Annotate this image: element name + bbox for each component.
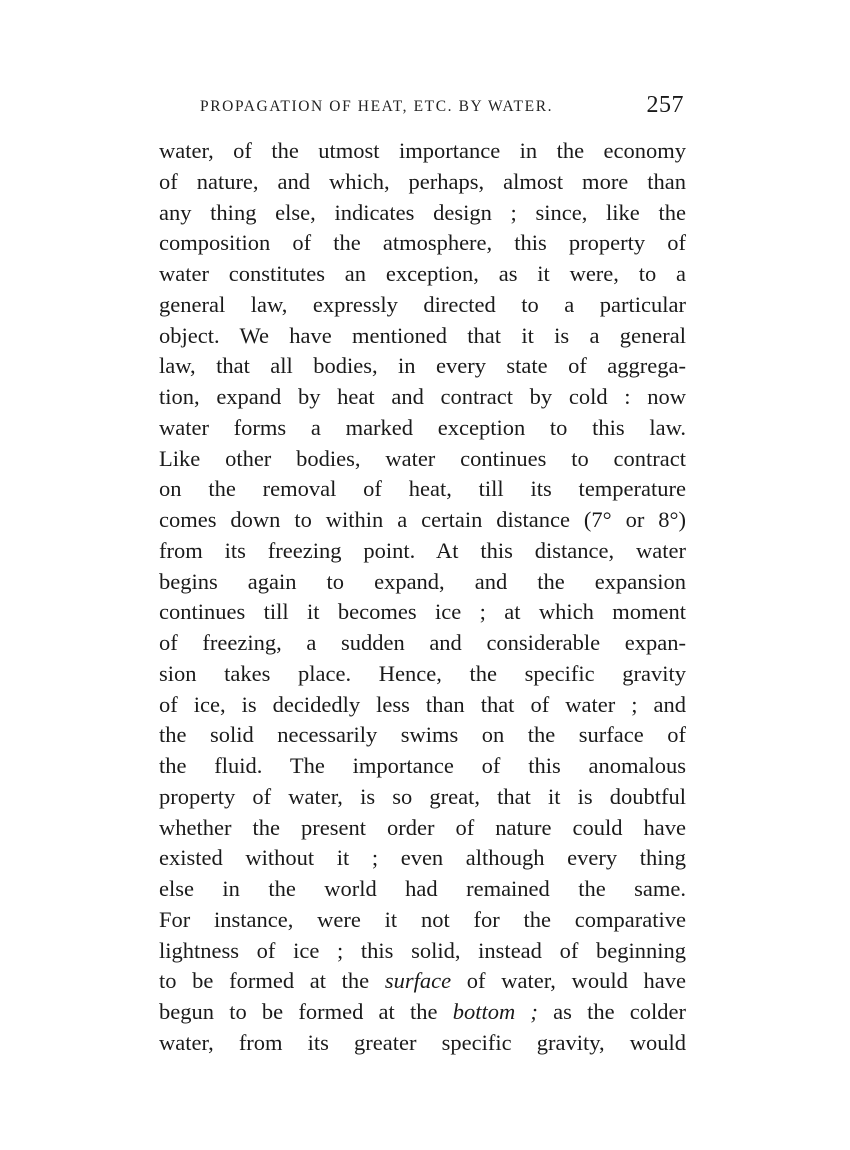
text-line: continues till it becomes ice ; at which moment (159, 599, 686, 625)
text-line: water, from its greater specific gravity, would (159, 1029, 686, 1055)
text-line: existed without it ; even although every thing (159, 845, 686, 871)
text-segment: as the colder (537, 999, 687, 1024)
body-paragraph (159, 136, 686, 1059)
text-line: lightness of ice ; this solid, instead of beginning (159, 937, 686, 963)
text-segment: to be formed at the (159, 968, 385, 994)
running-head (158, 92, 686, 126)
text-line: the fluid. The importance of this anomalous (159, 753, 686, 778)
text-segment: begun to be formed at the (159, 999, 453, 1024)
text-line: any thing else, indicates design ; since, like the (159, 199, 686, 225)
text-line: on the removal of heat, till its temperature (159, 476, 686, 502)
text-line: For instance, were it not for the comparative (159, 906, 686, 932)
text-line: whether the present order of nature could have (159, 814, 686, 840)
text-line-with-italic (159, 997, 686, 1028)
text-line: property of water, is so great, that it is doubtful (159, 783, 686, 809)
text-line: comes down to within a certain distance (7° or 8°) (159, 507, 686, 532)
text-line: of freezing, a sudden and considerable expan- (159, 630, 686, 655)
text-line: water, of the utmost importance in the economy (159, 138, 686, 163)
text-line: sion takes place. Hence, the specific gravity (159, 660, 686, 686)
text-line: water forms a marked exception to this law. (159, 414, 686, 440)
running-title: PROPAGATION OF HEAT, ETC. BY WATER. (200, 98, 554, 115)
text-line: tion, expand by heat and contract by cold : now (159, 384, 686, 409)
text-line: law, that all bodies, in every state of aggrega- (159, 353, 686, 379)
text-line: the solid necessarily swims on the surface of (159, 722, 686, 748)
text-segment: of water, would have (451, 968, 687, 994)
text-line: of ice, is decidedly less than that of water ; and (159, 691, 686, 717)
text-line: begins again to expand, and the expansion (159, 568, 686, 594)
italic-word-bottom: bottom ; (452, 999, 538, 1024)
text-line: water constitutes an exception, as it were, to a (159, 261, 686, 286)
italic-word-surface: surface (384, 968, 452, 994)
text-line: of nature, and which, perhaps, almost more than (159, 168, 686, 194)
text-line: from its freezing point. At this distance, water (159, 537, 686, 563)
text-line: Like other bodies, water continues to contract (159, 445, 686, 471)
text-line: general law, expressly directed to a particular (159, 291, 686, 317)
page-number: 257 (646, 92, 684, 118)
text-line: composition of the atmosphere, this property of (159, 230, 686, 256)
text-line: else in the world had remained the same. (159, 876, 686, 901)
text-line-with-italic (159, 966, 686, 997)
text-line: object. We have mentioned that it is a general (159, 322, 686, 348)
